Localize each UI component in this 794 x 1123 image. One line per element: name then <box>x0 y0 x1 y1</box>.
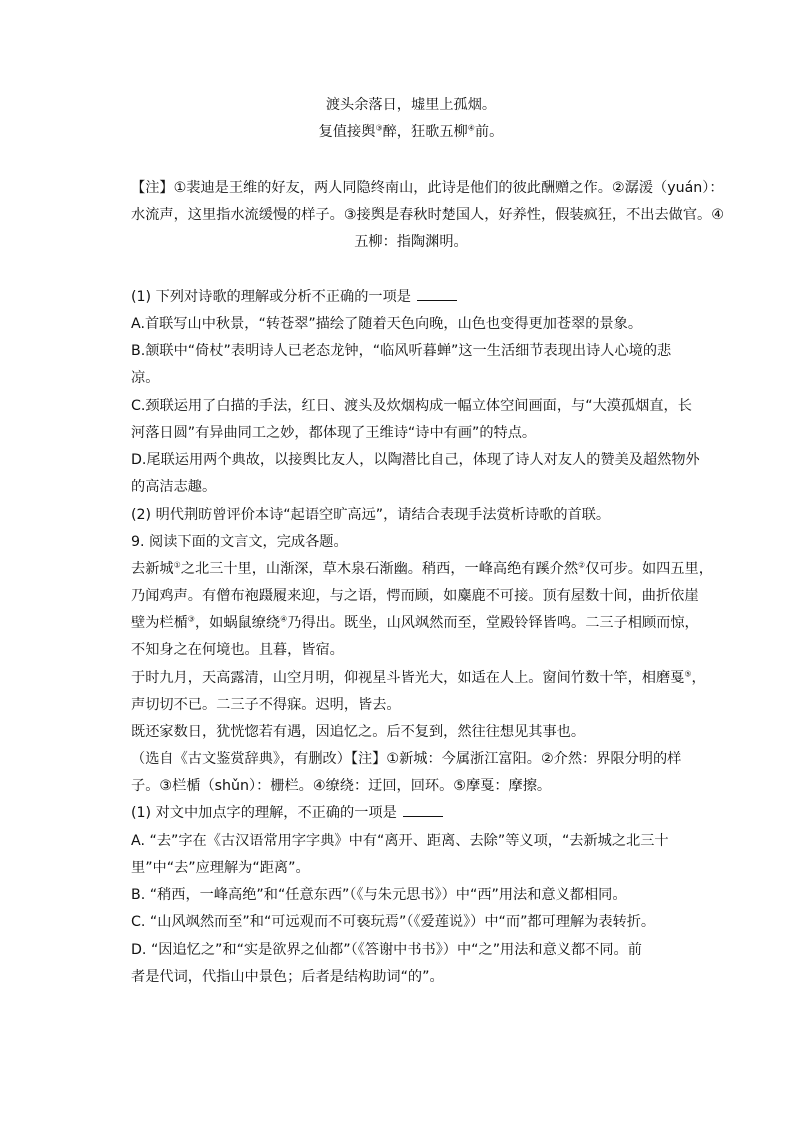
passage-text: 之北三十里，山渐深，草木泉石渐幽。稍西，一峰高绝有蹊介然 <box>180 561 579 577</box>
option-d-line-1: D. “因追忆之”和“实是欲界之仙都”（《答谢中书书》）中“之”用法和意义都不同。前 <box>131 942 642 958</box>
option-b: B. “稍西，一峰高绝”和“任意东西”（《与朱元思书》）中“西”用法和意义都相同。 <box>131 887 627 903</box>
source-note-line-1: （选自《古文鉴赏辞典》，有删改）【注】①新城：今属浙江富阳。②介然：界限分明的样 <box>131 751 682 767</box>
question-text: (1) 下列对诗歌的理解或分析不正确的一项是 <box>131 289 411 305</box>
passage-line-5 <box>131 668 706 688</box>
question-8-2: (2) 明代荆昉曾评价本诗“起语空旷高远”，请结合表现手法赏析诗歌的首联。 <box>131 507 611 523</box>
passage-text: 仅可步。如四五里， <box>585 561 713 577</box>
note-line-3: 五柳：指陶渊明。 <box>354 234 468 250</box>
option-c: C. “山风飒然而至”和“可远观而不可亵玩焉”（《爱莲说》）中“而”都可理解为表转折。 <box>131 914 656 930</box>
footnote-mark: ⑤ <box>684 669 692 679</box>
answer-blank[interactable] <box>417 287 457 301</box>
option-c-line-1: C.颈联运用了白描的手法，红日、渡头及炊烟构成一幅立体空间画面，与“大漠孤烟直，长 <box>131 398 692 414</box>
poem-line-2-a: 复值接舆 <box>318 124 376 140</box>
question-text: (1) 对文中加点字的理解，不正确的一项是 <box>131 805 397 821</box>
answer-blank[interactable] <box>403 803 443 817</box>
footnote-mark: ③ <box>187 614 195 624</box>
passage-text: 壁为栏楯 <box>131 615 188 631</box>
passage-line-4: 不知身之在何境也。且暮，皆宿。 <box>131 642 344 658</box>
passage-line-7: 既还家数日，犹恍惚若有遇，因追忆之。后不复到，然往往想见其事也。 <box>131 724 586 740</box>
passage-text: ， <box>691 670 706 686</box>
passage-text: 去新城 <box>131 561 174 577</box>
footnote-mark: ② <box>578 560 586 570</box>
question-8-1 <box>131 287 691 307</box>
question-9-title: 9. 阅读下面的文言文，完成各题。 <box>131 534 348 550</box>
option-d-line-2: 者是代词，代指山中景色；后者是结构助词“的”。 <box>131 969 444 985</box>
poem-line-2-c: 前。 <box>474 124 504 140</box>
option-a-line-2: 里”中“去”应理解为“距离”。 <box>131 860 310 876</box>
poem-line-2 <box>131 122 691 142</box>
question-9-1 <box>131 803 691 823</box>
option-b-line-2: 凉。 <box>131 370 160 386</box>
note-line-2: 水流声，这里指水流缓慢的样子。③接舆是春秋时楚国人，好养性，假装疯狂，不出去做官。④ <box>131 207 724 223</box>
passage-line-1 <box>131 559 713 579</box>
passage-text: ，如蜗鼠缭绕 <box>194 615 281 631</box>
passage-line-6: 声切切不已。二三子不得寐。迟明，皆去。 <box>131 697 401 713</box>
option-d-line-2: 的高洁志趣。 <box>131 479 217 495</box>
option-b-line-1: B.颔联中“倚杖”表明诗人已老态龙钟，“临风听暮蝉”这一生活细节表现出诗人心境的悲 <box>131 343 672 359</box>
note-line-1: 【注】①裴迪是王维的好友，两人同隐终南山，此诗是他们的彼此酬赠之作。②潺湲（yuán）： <box>131 180 724 196</box>
passage-line-3 <box>131 613 699 633</box>
footnote-mark: ① <box>173 560 181 570</box>
source-note-line-2: 子。③栏楯（shǔn）：栅栏。④缭绕：迂回，回环。⑤摩戛：摩擦。 <box>131 778 552 794</box>
option-a: A.首联写山中秋景，“转苍翠”描绘了随着天色向晚，山色也变得更加苍翠的景象。 <box>131 316 643 332</box>
passage-text: 于时九月，天高露清，山空月明，仰视星斗皆光大，如适在人上。窗间竹数十竿，相磨戛 <box>131 670 685 686</box>
footnote-mark: ④ <box>280 614 288 624</box>
option-a-line-1: A. “去”字在《古汉语常用字字典》中有“离开、距离、去除”等义项，“去新城之北三十 <box>131 833 669 849</box>
passage-line-2: 乃闻鸡声。有僧布袍蹑履来迎，与之语，愕而顾，如麋鹿不可接。顶有屋数十间，曲折依崖 <box>131 588 699 604</box>
option-d-line-1: D.尾联运用两个典故，以接舆比友人，以陶潜比自己，体现了诗人对友人的赞美及超然物外 <box>131 452 700 468</box>
footnote-mark: ③ <box>375 123 383 133</box>
option-c-line-2: 河落日圆”有异曲同工之妙，都体现了王维诗“诗中有画”的特点。 <box>131 425 537 441</box>
footnote-mark: ④ <box>467 123 475 133</box>
poem-line-2-b: 醉，狂歌五柳 <box>382 124 468 140</box>
passage-text: 乃得出。既坐，山风飒然而至，堂殿铃铎皆鸣。二三子相顾而惊， <box>287 615 699 631</box>
poem-line-1: 渡头余落日，墟里上孤烟。 <box>325 97 497 113</box>
